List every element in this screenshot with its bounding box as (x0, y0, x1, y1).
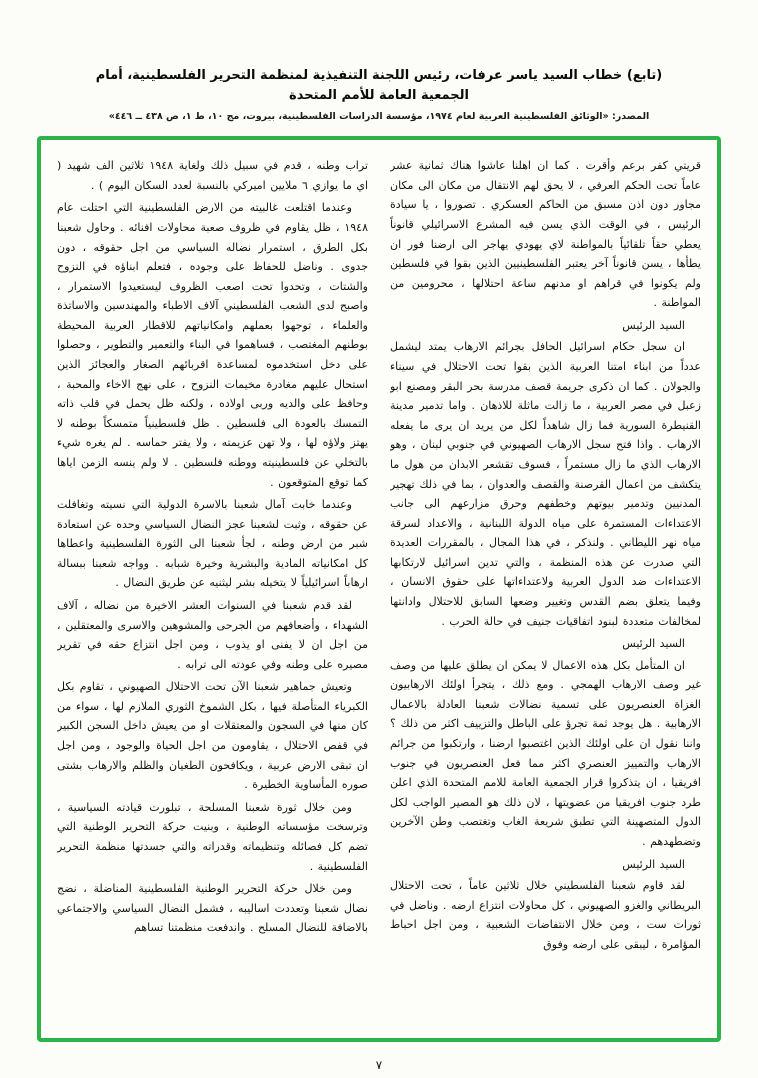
paragraph: ومن خلال ثورة شعبنا المسلحة ، تبلورت قيادته السياسية ، وترسخت مؤسساته الوطنية ، وبنيت حركة التحرير الوطنية التي تضم كل فصائله وتنظيماته وقدراته والتي جسدتها منظمة التحرير الفلسطينية . (57, 800, 368, 873)
salutation-line: السيد الرئيس (622, 857, 685, 871)
paragraph: وتعيش جماهير شعبنا الآن تحت الاحتلال الصهيوني ، تقاوم بكل الكبرياء المتأصلة فيها ، بكل الشموخ الثوري الملازم لها ، سواء من كان منها في السجون والمعتقلات او من يعيش داخل السجن الكبير في قفص الاحتلال ، يقاومون من اجل الحياة والوجود ، ومن اجل ان تبقى الارض عربية ، ويكافحون الطغيان والظلم والارهاب بشتى صوره المأساوية الخطيرة . (57, 680, 368, 792)
paragraph: لقد قدم شعبنا في السنوات العشر الاخيرة من نضاله ، آلاف الشهداء ، وأضعافهم من الجرحى والمشوهين والاسرى والمعتقلين ، من اجل ان لا يفنى او يذوب ، ومن اجل انتزاع حقه في تقرير مصيره على وطنه وفي عودته الى ترابه . (57, 599, 368, 671)
paragraph: ان المتأمل بكل هذه الاعمال لا يمكن ان يطلق عليها من وصف غير وصف الارهاب الهمجي . ومع ذلك ، يتجرأ اولئك الارهابيون الغزاة العنصريون على تسمية نضالات شعبنا العادلة بالاعمال الارهابية . هل يوجد ثمة تجرؤ على الباطل والتزييف اكثر من ذلك ؟ واننا نقول ان على اولئك الذين اغتصبوا ارضنا ، وارتكبوا من جرائم الارهاب والتمييز العنصري اكثر مما فعل العنصريون في جنوب افريقيا ، ان يتذكروا قرار الجمعية العامة للامم المتحدة الذي اعلن طرد جنوب افريقيا من عضويتها ، لان ذلك هو المصير الواجب لكل الدول المتصهينة التي تطبق شريعة الغاب وتغتصب وطن الآخرين وتضطهدهم . (390, 658, 701, 848)
paragraph: قريتي كفر برعم وأقرت . كما ان اهلنا عاشوا هناك ثمانية عشر عاماً تحت الحكم العرفي ، لا يحق لهم الانتقال من مكان الى مكان مجاور دون اذن مسبق من الحاكم العسكري . تصوروا ، يا سيادة الرئيس ، في الوقت الذي يسن فيه المشرع الاسرائيلي قانوناً يعطي حقاً تلقائياً بالمواطنة لاي يهودي يهاجر الى ارضنا فور ان يطأها ، يسن قانوناً آخر يعتبر الفلسطينيين الذين بقوا في فلسطين ولم يكونوا في قراهم او مدنهم ساعة احتلالها ، محرومين من المواطنة . (390, 159, 701, 310)
document-header (76, 0, 682, 122)
paragraph: وعندما اقتلعت غالبيته من الارض الفلسطينية التي احتلت عام ١٩٤٨ ، ظل يقاوم في ظروف صعبة محاولات افنائه . وحاول شعبنا بكل الطرق ، استمرار نضاله السياسي من اجل حقوقه ، دون جدوى . وناضل للحفاظ على وجوده ، فتعلم ابناؤه في النزوح والشتات ، وتحدوا تحت اصعب الظروف ليستعيدوا الاستمرار ، واصبح لدى الشعب الفلسطيني آلاف الاطباء والمهندسين والاساتذة والعلماء ، توجهوا بعملهم وامكانياتهم للاقطار العربية المحيطة بوطنهم المغتصب ، فساهموا في البناء والتعمير والتطوير ، وحصلوا على دخل استخدموه لمساعدة اقربائهم الصغار والعجائز الذين استحال عليهم مغادرة مخيمات النزوح ، على نهج الاخاء والمحبة ، وحافظ على والديه وربى اولاده ، ولكنه ظل يحمل في قلب ذاته التمسك بالعودة الى فلسطين . ظل فلسطينياً متمسكاً بوطنه لا يهتز ولاؤه لها ، ولا تهن عزيمته ، ولا يفتر حماسه . لم يغره شيء بالتخلي عن فلسطينيته ووطنه فلسطين . لا ولم ينسه الزمن اياها كما توقع المتوقعون . (57, 201, 368, 489)
salutation-line: السيد الرئيس (622, 318, 685, 332)
source-line: المصدر: «الوثائق الفلسطينية العربية لعام ١٩٧٤، مؤسسة الدراسات الفلسطينية، بيروت، مج ١٠، ط ١، ص ٤٣٨ ــ ٤٤٦» (108, 111, 650, 123)
document-title: (تابع) خطاب السيد ياسر عرفات، رئيس اللجنة التنفيذية لمنظمة التحرير الفلسطينية، أمام الجمعية العامة للأمم المتحدة (95, 68, 663, 104)
paragraph: لقد قاوم شعبنا الفلسطيني خلال ثلاثين عاماً ، تحت الاحتلال البريطاني والغزو الصهيوني ، كل محاولات انتزاع ارضه . وناضل في ثورات ست ، ومن خلال الانتفاضات الشعبية ، ومن اجل احباط المؤامرة ، ليبقى على ارضه وفوق (390, 879, 701, 951)
paragraph: ان سجل حكام اسرائيل الحافل بجرائم الارهاب يمتد ليشمل عدداً من ابناء امتنا العربية الذين بقوا تحت الاحتلال في سيناء والجولان . كما ان ذكرى جريمة قصف مدرسة بحر البقر ومصنع ابو زعبل في مصر العربية ، ما زالت ماثلة للاذهان . واما تدمير مدينة القنيطرة السورية فما زال شاهداً لكل من يريد ان يرى ما يفعله الارهاب . واذا فتح سجل الارهاب الصهيوني في جنوبي لبنان ، وهو الارهاب الذي ما زال مستمراً ، فسوف تقشعر الابدان من هول ما يتكشف من اعمال القرصنة والقصف والعدوان ، بما في ذلك تهجير المدنيين وتدمير بيوتهم وخطفهم وحرق مزارعهم الى جانب الاعتداءات المستمرة على مياه الدولة اللبنانية ، والاعداد لسرقة مياه نهر الليطاني . ولنذكر ، في هذا المجال ، بالمقررات العديدة التي صدرت عن هذه المنظمة ، والتي تدين اسرائيل لارتكابها الاعتداءات ضد الدول العربية ولاعتداءاتها على حقوق الانسان ، وفيما يتعلق بضم القدس وتغيير وضعها السابق للاحتلال وادانتها لمخالفات متعددة لبنود اتفاقيات جنيف في حالة الحرب . (390, 340, 701, 628)
paragraph: تراب وطنه ، قدم في سبيل ذلك ولغاية ١٩٤٨ ثلاثين الف شهيد ( اي ما يوازي ٦ ملايين اميركي بالنسبة لعدد السكان اليوم ) . (57, 159, 368, 192)
paragraph: وعندما خابت آمال شعبنا بالاسرة الدولية التي نسيته وتغافلت عن حقوقه ، وثبت لشعبنا عجز النضال السياسي وحده عن استعادة شبر من ارض وطنه ، لجأ شعبنا الى الثورة الفلسطينية واعطاها كل امكانياته المادية والبشرية وخيرة شبابه . وواجه شعبنا ببسالة ارهاباً اسرائيلياً لا يتخيله بشر ليثنيه عن طريق النضال . (57, 498, 368, 590)
text-column-left (57, 156, 368, 1028)
salutation-line: السيد الرئيس (622, 637, 685, 651)
page-number: ٧ (375, 1058, 383, 1072)
content-frame (37, 136, 721, 1042)
text-column-right (390, 156, 701, 1028)
paragraph: ومن خلال حركة التحرير الوطنية الفلسطينية المناضلة ، نضج نضال شعبنا وتعددت اساليبه ، فشمل النضال السياسي والاجتماعي بالاضافة للنضال المسلح . واندفعت منظمتنا تساهم (57, 882, 368, 935)
